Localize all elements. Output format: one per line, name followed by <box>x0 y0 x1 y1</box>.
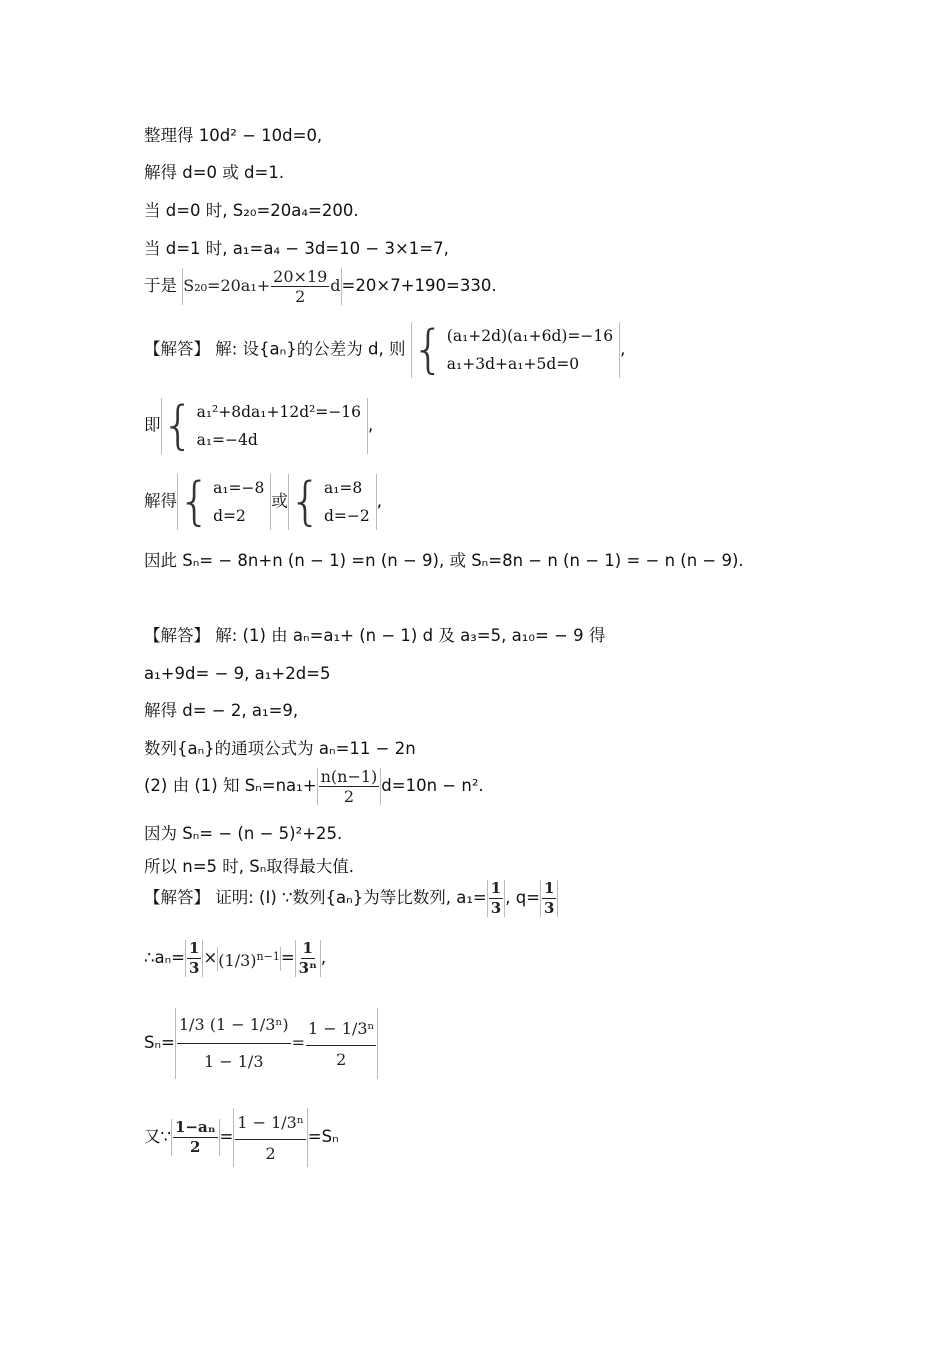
line-14-post: d=10n − n². <box>381 776 484 795</box>
line-18-post: , <box>320 948 327 967</box>
line-3: 当 d=0 时, S₂₀=20a₄=200. <box>144 201 359 220</box>
line-20-post: =Sₙ <box>307 1127 339 1146</box>
fraction-box <box>185 940 203 977</box>
line-8 <box>144 474 382 530</box>
line-7 <box>144 398 373 454</box>
line-7-pre: 即 <box>144 415 161 435</box>
fraction <box>542 880 556 917</box>
fraction <box>319 768 380 805</box>
numerator: n(n−1) <box>320 767 378 786</box>
system-row-2: d=2 <box>213 507 246 525</box>
denominator: 2 <box>343 787 355 806</box>
numerator: 1−aₙ <box>175 1118 216 1136</box>
line-15: 因为 Sₙ= − (n − 5)²+25. <box>144 824 343 843</box>
denominator: 3 <box>490 899 502 917</box>
equals-sign: = <box>219 1127 234 1146</box>
fraction-box <box>175 1008 379 1079</box>
denominator: 3 <box>189 959 200 977</box>
line-17-pre: 【解答】 证明: (Ⅰ) ∵数列{aₙ}为等比数列, a₁= <box>144 888 487 907</box>
numerator: 1 − 1/3ⁿ <box>306 1014 376 1046</box>
fraction-box <box>233 1108 307 1167</box>
numerator: 1 <box>544 879 555 897</box>
line-19-pre: Sₙ= <box>144 1033 175 1052</box>
equation-system <box>411 322 620 378</box>
line-8-or: 或 <box>271 491 288 511</box>
system-row-1: a₁²+8da₁+12d²=−16 <box>196 403 362 421</box>
denominator: 2 <box>190 1138 201 1156</box>
equals-sign: = <box>280 948 295 967</box>
fraction-box <box>295 940 321 977</box>
numerator: 1 − 1/3ⁿ <box>235 1108 305 1140</box>
line-20 <box>144 1108 339 1167</box>
fraction <box>489 880 503 917</box>
denominator: 2 <box>336 1050 347 1069</box>
line-14-pre: (2) 由 (1) 知 Sₙ=na₁+ <box>144 776 317 795</box>
fraction-box <box>171 1119 220 1156</box>
fraction <box>271 268 329 305</box>
power-exponent: n−1 <box>256 949 280 963</box>
fraction-box <box>487 880 505 917</box>
brace-icon: { <box>288 472 322 532</box>
line-2: 解得 d=0 或 d=1. <box>144 163 285 182</box>
system-row-2: d=−2 <box>323 507 370 525</box>
line-5-pre: 于是 <box>144 276 177 295</box>
numerator: 20×19 <box>273 267 328 286</box>
line-1: 整理得 10d² − 10d=0, <box>144 126 323 145</box>
line-13: 数列{aₙ}的通项公式为 aₙ=11 − 2n <box>144 739 416 758</box>
line-17-mid: , q= <box>505 888 540 907</box>
denominator: 1 − 1/3 <box>203 1052 264 1071</box>
fraction <box>306 1014 376 1073</box>
big-fraction <box>177 1008 291 1079</box>
fraction <box>235 1108 305 1167</box>
line-4: 当 d=1 时, a₁=a₄ − 3d=10 − 3×1=7, <box>144 239 449 258</box>
fraction-box <box>540 880 558 917</box>
equals-sign: = <box>291 1033 306 1052</box>
line-16: 所以 n=5 时, Sₙ取得最大值. <box>144 857 355 876</box>
power-box <box>217 947 281 971</box>
fraction <box>173 1119 218 1156</box>
brace-icon: { <box>178 472 212 532</box>
numerator: 1/3 (1 − 1/3ⁿ) <box>177 1008 291 1044</box>
denominator: 3 <box>544 899 555 917</box>
system-row-2: a₁=−4d <box>196 431 258 449</box>
fraction <box>187 940 201 977</box>
denominator: 2 <box>265 1144 276 1163</box>
power-base: (1/3) <box>218 950 257 970</box>
denominator: 2 <box>295 287 306 306</box>
solution-system-a <box>177 474 271 530</box>
system-row-1: (a₁+2d)(a₁+6d)=−16 <box>446 327 614 345</box>
line-9: 因此 Sₙ= − 8n+n (n − 1) =n (n − 9), 或 Sₙ=8n − n (n − 1) = − n (n − 9). <box>144 551 744 570</box>
line-18-pre: ∴aₙ= <box>144 948 186 967</box>
denominator: 3ⁿ <box>298 959 317 977</box>
line-17 <box>144 880 558 917</box>
line-8-post: , <box>376 491 382 511</box>
line-11: a₁+9d= − 9, a₁+2d=5 <box>144 664 331 683</box>
formula-left: S₂₀=20a₁+ <box>183 276 271 295</box>
brace-icon: { <box>161 396 195 456</box>
times-sign: × <box>203 948 218 967</box>
system-row-2: a₁+3d+a₁+5d=0 <box>446 355 580 373</box>
line-6-pre: 【解答】 解: 设{aₙ}的公差为 d, 则 <box>144 339 406 359</box>
line-14 <box>144 768 484 805</box>
line-5-post: =20×7+190=330. <box>341 276 497 295</box>
line-5 <box>144 268 497 305</box>
fraction <box>297 940 319 977</box>
line-10: 【解答】 解: (1) 由 aₙ=a₁+ (n − 1) d 及 a₃=5, a₁₀= − 9 得 <box>144 626 606 645</box>
line-19 <box>144 1008 378 1079</box>
equation-system <box>161 398 369 454</box>
line-6 <box>144 322 625 378</box>
system-row-1: a₁=8 <box>323 479 363 497</box>
formula-right: d <box>330 276 341 295</box>
line-18 <box>144 940 326 977</box>
line-12: 解得 d= − 2, a₁=9, <box>144 701 299 720</box>
brace-icon: { <box>411 320 445 380</box>
line-5-formula <box>182 268 341 305</box>
line-20-pre: 又∵ <box>144 1127 171 1146</box>
line-6-post: , <box>620 339 626 359</box>
line-7-post: , <box>368 415 374 435</box>
numerator: 1 <box>490 879 502 897</box>
system-row-1: a₁=−8 <box>213 479 265 497</box>
solution-system-b <box>288 474 377 530</box>
line-8-pre: 解得 <box>144 491 177 511</box>
fraction-box <box>317 768 382 805</box>
numerator: 1 <box>302 939 313 957</box>
numerator: 1 <box>189 939 200 957</box>
